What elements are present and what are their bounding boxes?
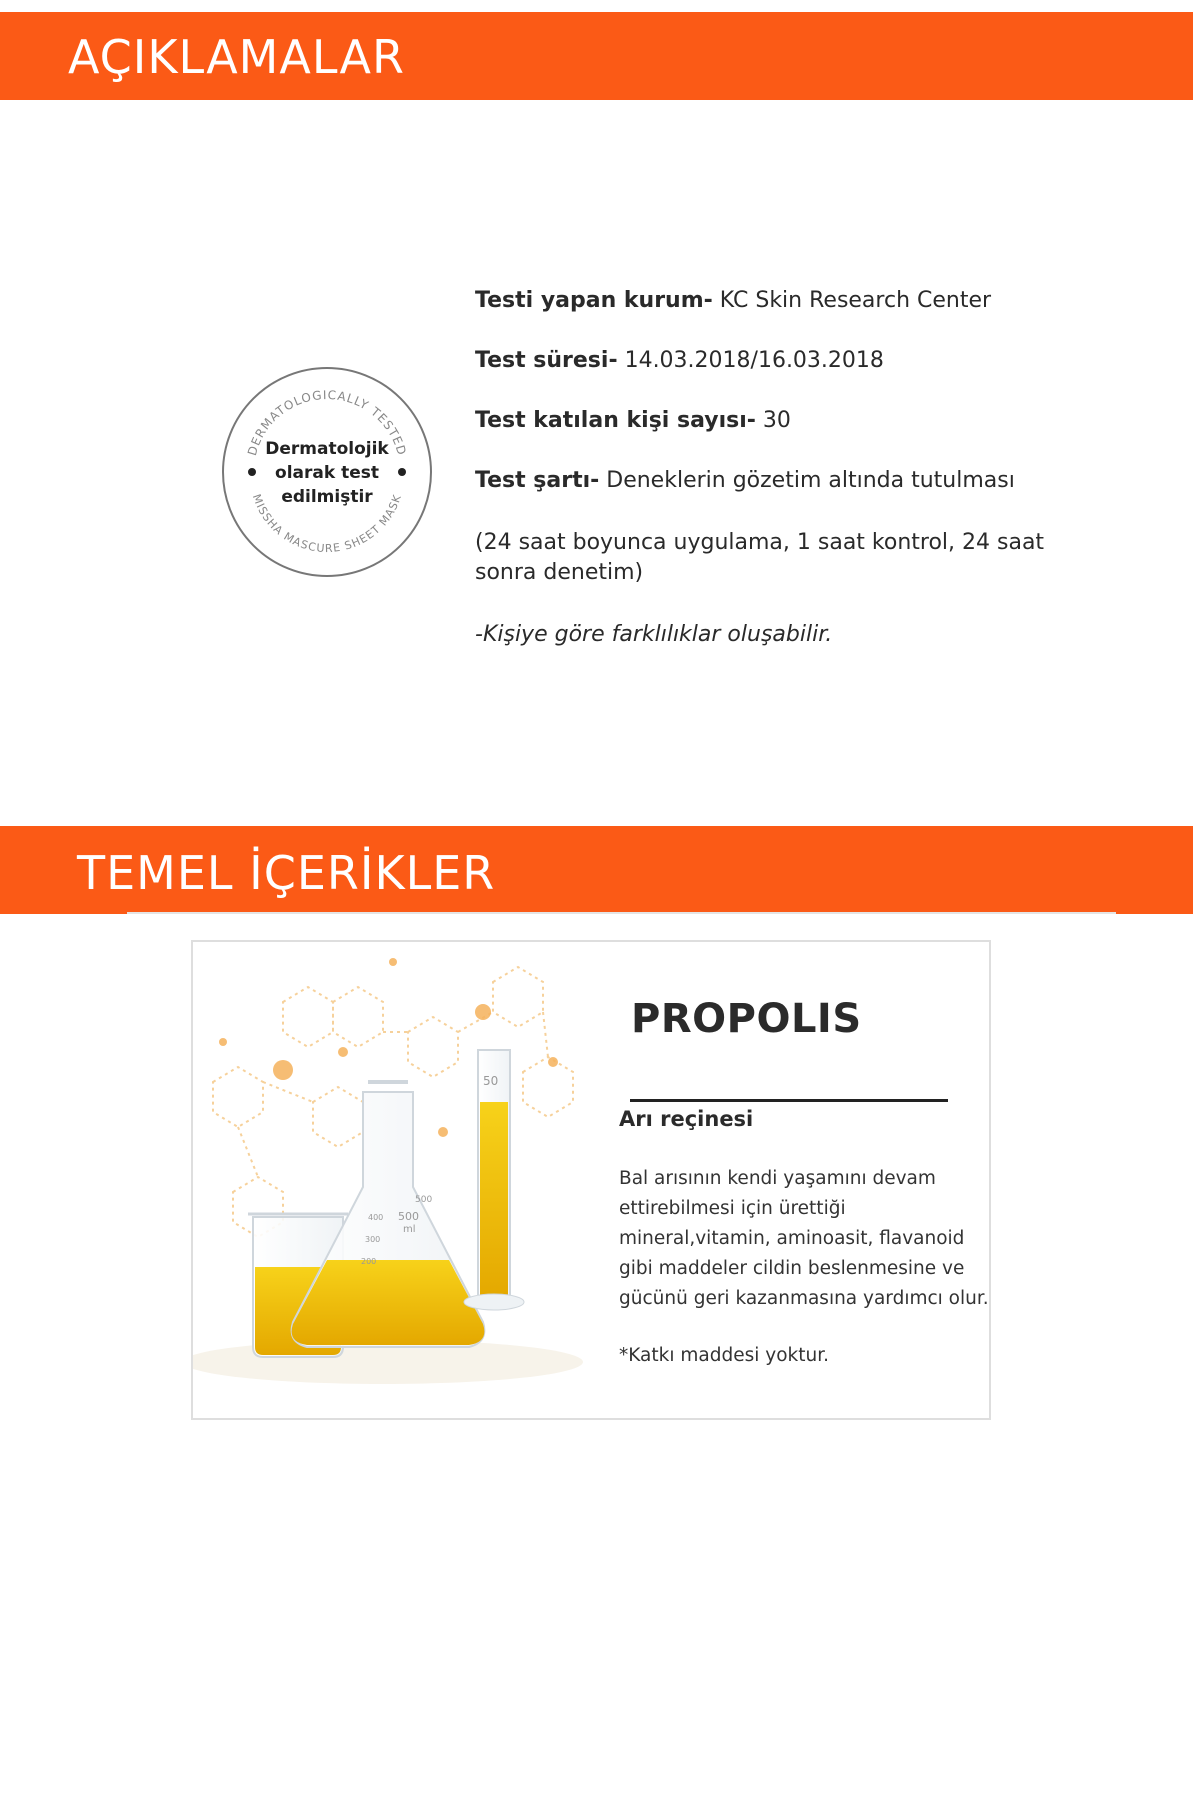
dermatology-stamp [220, 365, 434, 579]
stamp-ring-bottom-text: MISSHA MASCURE SHEET MASK [249, 492, 405, 556]
svg-text:200: 200 [361, 1257, 377, 1266]
title-rule [630, 1099, 948, 1102]
stamp-line-1: Dermatolojik [265, 439, 389, 459]
stamp-ring-top-text: DERMATOLOGICALLY TESTED [244, 387, 410, 458]
ingredients-banner [0, 826, 1193, 914]
svg-text:500: 500 [398, 1210, 419, 1223]
svg-text:50: 50 [483, 1074, 499, 1088]
stamp-line-3: edilmiştir [281, 487, 373, 507]
section-title: TEMEL İÇERİKLER [77, 846, 496, 900]
ingredient-note: *Katkı maddesi yoktur. [619, 1345, 830, 1366]
section-title: AÇIKLAMALAR [68, 30, 405, 84]
test-duration: Test süresi- 14.03.2018/16.03.2018 [475, 348, 884, 373]
ingredient-card [191, 940, 991, 1420]
ingredient-name: PROPOLIS [631, 996, 862, 1042]
banner-divider [127, 912, 1116, 914]
test-institution: Testi yapan kurum- KC Skin Research Center [475, 288, 992, 313]
svg-text:400: 400 [368, 1213, 384, 1222]
test-condition: Test şartı- Deneklerin gözetim altında tutulması [475, 468, 1015, 493]
descriptions-banner [0, 12, 1193, 100]
svg-text:300: 300 [365, 1235, 381, 1244]
ingredient-subtitle: Arı reçinesi [619, 1107, 754, 1131]
test-disclaimer: -Kişiye göre farklılıklar oluşabilir. [475, 622, 833, 647]
stamp-line-2: olarak test [275, 463, 379, 483]
lab-glassware-illustration [193, 942, 623, 1418]
stamp-text [220, 437, 434, 509]
cylinder-icon [464, 1050, 524, 1310]
test-participants: Test katılan kişi sayısı- 30 [475, 408, 791, 433]
ingredient-description: Bal arısının kendi yaşamını devam ettirebilmesi için ürettiği mineral,vitamin, aminoasit, flavanoid gibi maddeler cildin beslenmesine ve gücünü geri kazanmasına yardımcı olur. [619, 1168, 989, 1309]
svg-text:500: 500 [415, 1195, 433, 1205]
test-note: (24 saat boyunca uygulama, 1 saat kontrol, 24 saat sonra denetim) [475, 530, 1045, 585]
svg-text:ml: ml [403, 1224, 416, 1235]
